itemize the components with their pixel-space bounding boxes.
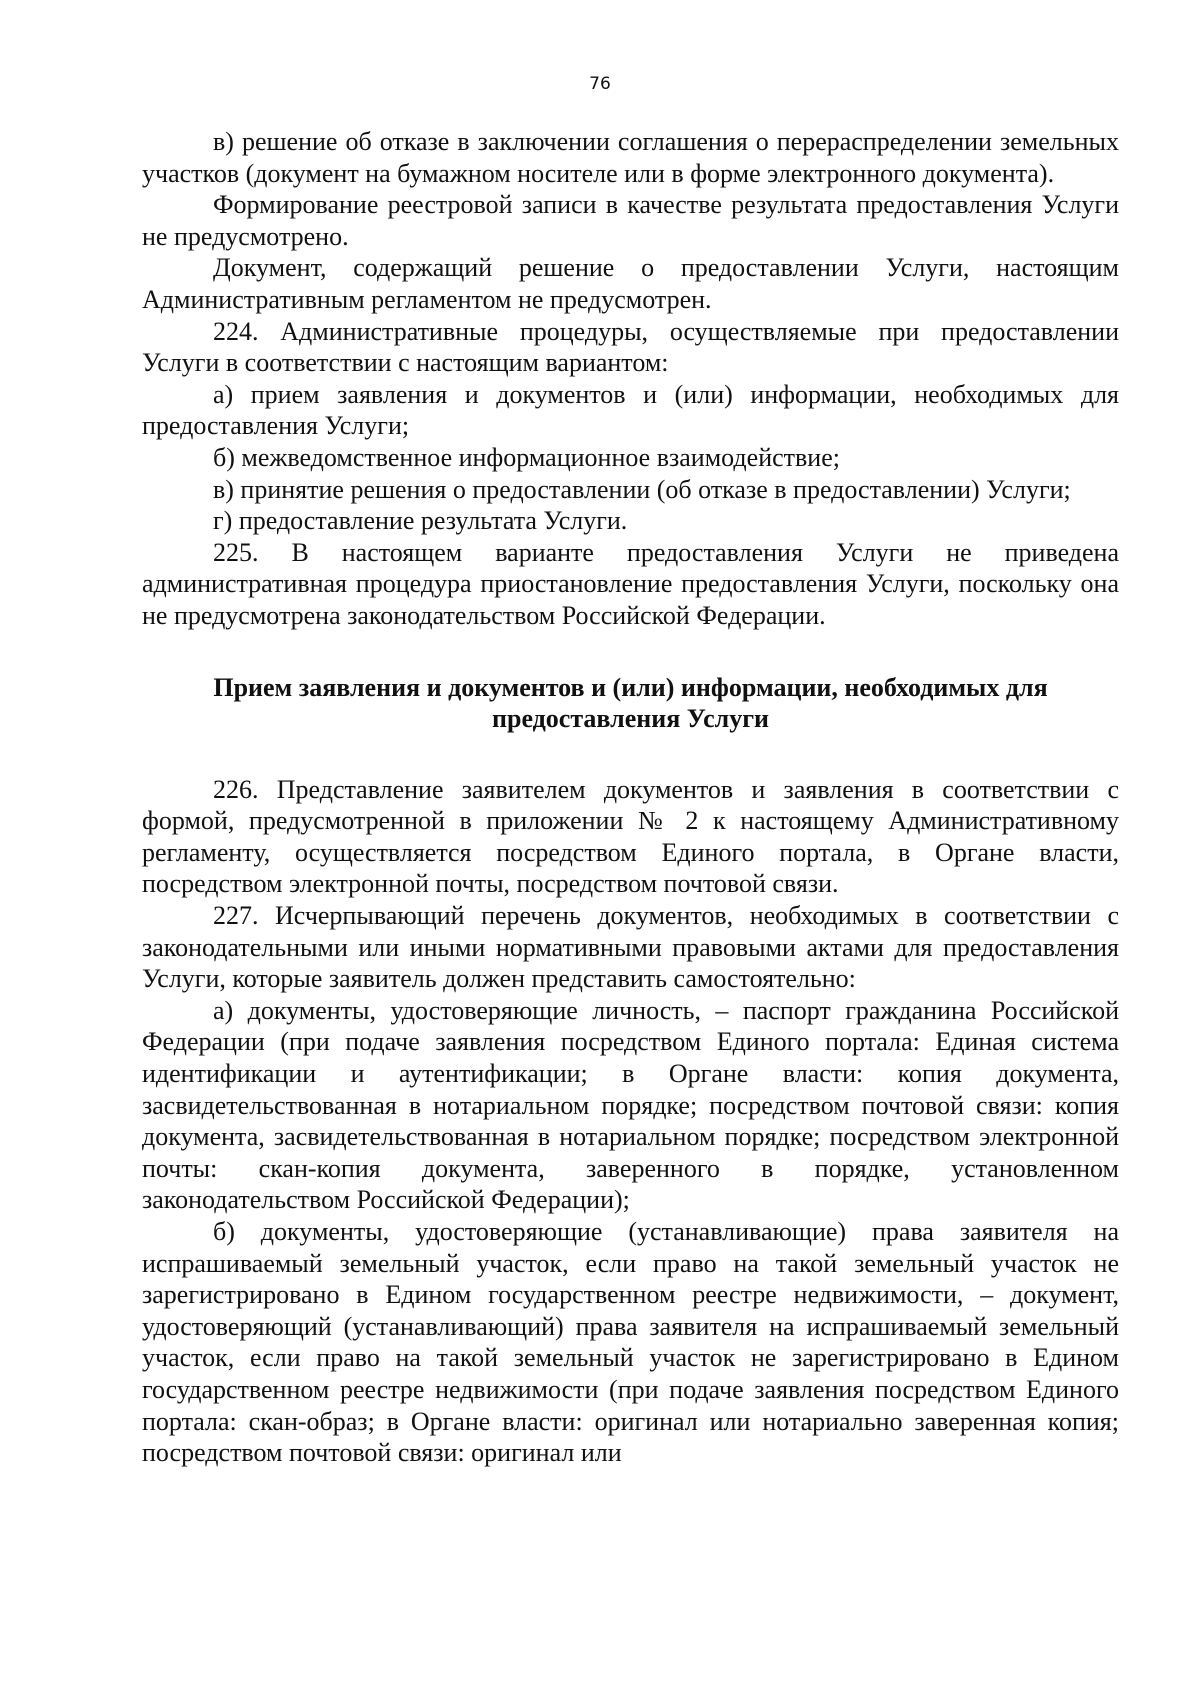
list-item-v: в) принятие решения о предоставлении (об отказе в предоставлении) Услуги; <box>213 474 1071 504</box>
paragraph-registry-record: Формирование реестровой записи в качестве результата предоставления Услуги не предусмотрено. <box>142 190 1119 251</box>
document-body <box>142 126 1119 1469</box>
section-heading-line-2: предоставления Услуги <box>492 704 769 734</box>
paragraph-result-refusal: в) решение об отказе в заключении соглашения о перераспределении земельных участков (документ на бумажном носителе или в форме электронного документа). <box>142 127 1119 188</box>
section-heading-line-1: Прием заявления и документов и (или) информации, необходимых для <box>213 672 1048 702</box>
paragraph-224: 224. Административные процедуры, осуществляемые при предоставлении Услуги в соответствии с настоящим вариантом: <box>142 316 1119 378</box>
list-item-a-identity-documents: а) документы, удостоверяющие личность, – паспорт гражданина Российской Федерации (при подаче заявления посредством Единого портала: Единая система идентификации и аутентификации; в Органе власти: копия документа, засвидетельствованная в нотариальном порядке; посредством почтовой связи: копия документа, засвидетельствованная в нотариальном порядке; посредством электронной почты: скан-копия документа, заверенного в порядке, установленном законодательством Российской Федерации); <box>142 995 1119 1215</box>
paragraph-227: 227. Исчерпывающий перечень документов, необходимых в соответствии с законодательными или иными нормативными правовыми актами для предоставления Услуги, которые заявитель должен представить самостоятельно: <box>142 901 1119 994</box>
list-item-b-land-rights-documents: б) документы, удостоверяющие (устанавливающие) права заявителя на испрашиваемый земельный участок, если право на такой земельный участок не зарегистрировано в Едином государственном реестре недвижимости, – документ, удостоверяющий (устанавливающий) права заявителя на испрашиваемый земельный участок, если право на такой земельный участок не зарегистрировано в Едином государственном реестре недвижимости (при подаче заявления посредством Единого портала: скан-образ; в Органе власти: оригинал или нотариально заверенная копия; посредством почтовой связи: оригинал или <box>142 1217 1119 1468</box>
paragraph-decision-document: Документ, содержащий решение о предоставлении Услуги, настоящим Административным регламентом не предусмотрен. <box>142 253 1119 314</box>
paragraph-226: 226. Представление заявителем документов и заявления в соответствии с формой, предусмотренной в приложении № 2 к настоящему Административному регламенту, осуществляется посредством Единого портала, в Органе власти, посредством электронной почты, посредством почтовой связи. <box>142 774 1119 899</box>
list-item-b: б) межведомственное информационное взаимодействие; <box>213 442 840 472</box>
section-heading <box>142 672 1119 735</box>
paragraph-225: 225. В настоящем варианте предоставления Услуги не приведена административная процедура приостановление предоставления Услуги, поскольку она не предусмотрена законодательством Российской Федерации. <box>142 537 1119 630</box>
list-item-g: г) предоставление результата Услуги. <box>213 506 628 536</box>
list-item-a: а) прием заявления и документов и (или) информации, необходимых для предоставления Услуги; <box>142 379 1119 441</box>
page-number: 76 <box>589 74 611 94</box>
